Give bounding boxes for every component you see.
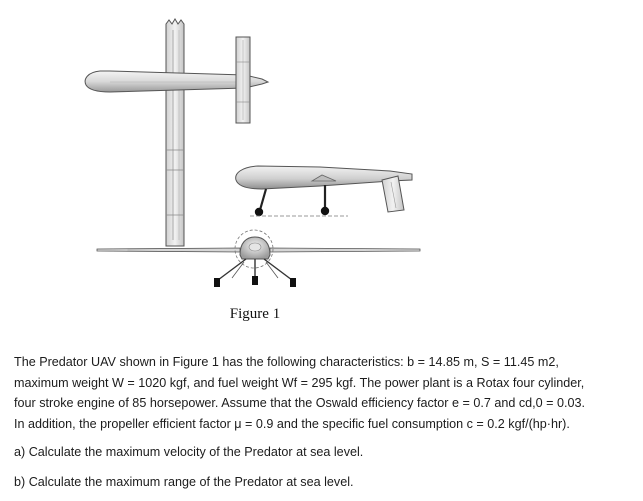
front-view-landing-gear xyxy=(214,259,296,287)
front-view xyxy=(97,230,420,287)
top-view-tail xyxy=(236,37,250,123)
question-a: a) Calculate the maximum velocity of the Predator at sea level. xyxy=(14,445,364,459)
problem-statement xyxy=(14,352,636,501)
side-view-tail xyxy=(382,176,404,212)
problem-intro xyxy=(14,352,636,434)
intro-line: The Predator UAV shown in Figure 1 has the following characteristics: b = 14.85 m, S = 11.45 m2, xyxy=(14,355,559,369)
question-b: b) Calculate the maximum range of the Predator at sea level. xyxy=(14,474,354,489)
top-view xyxy=(85,19,268,246)
side-view-landing-gear xyxy=(250,185,348,216)
intro-line: In addition, the propeller efficient factor μ = 0.9 and the specific fuel consumption c = 0.2 kgf/(hp·hr). xyxy=(14,416,570,431)
top-view-wing xyxy=(166,19,184,246)
figure-caption: Figure 1 xyxy=(229,306,281,322)
intro-line: maximum weight W = 1020 kgf, and fuel weight Wf = 295 kgf. The power plant is a Rotax four cylinder, xyxy=(14,375,585,390)
side-view xyxy=(236,166,412,216)
intro-line: four stroke engine of 85 horsepower. Assume that the Oswald efficiency factor e = 0.7 and cd,0 = 0.03. xyxy=(14,396,586,410)
